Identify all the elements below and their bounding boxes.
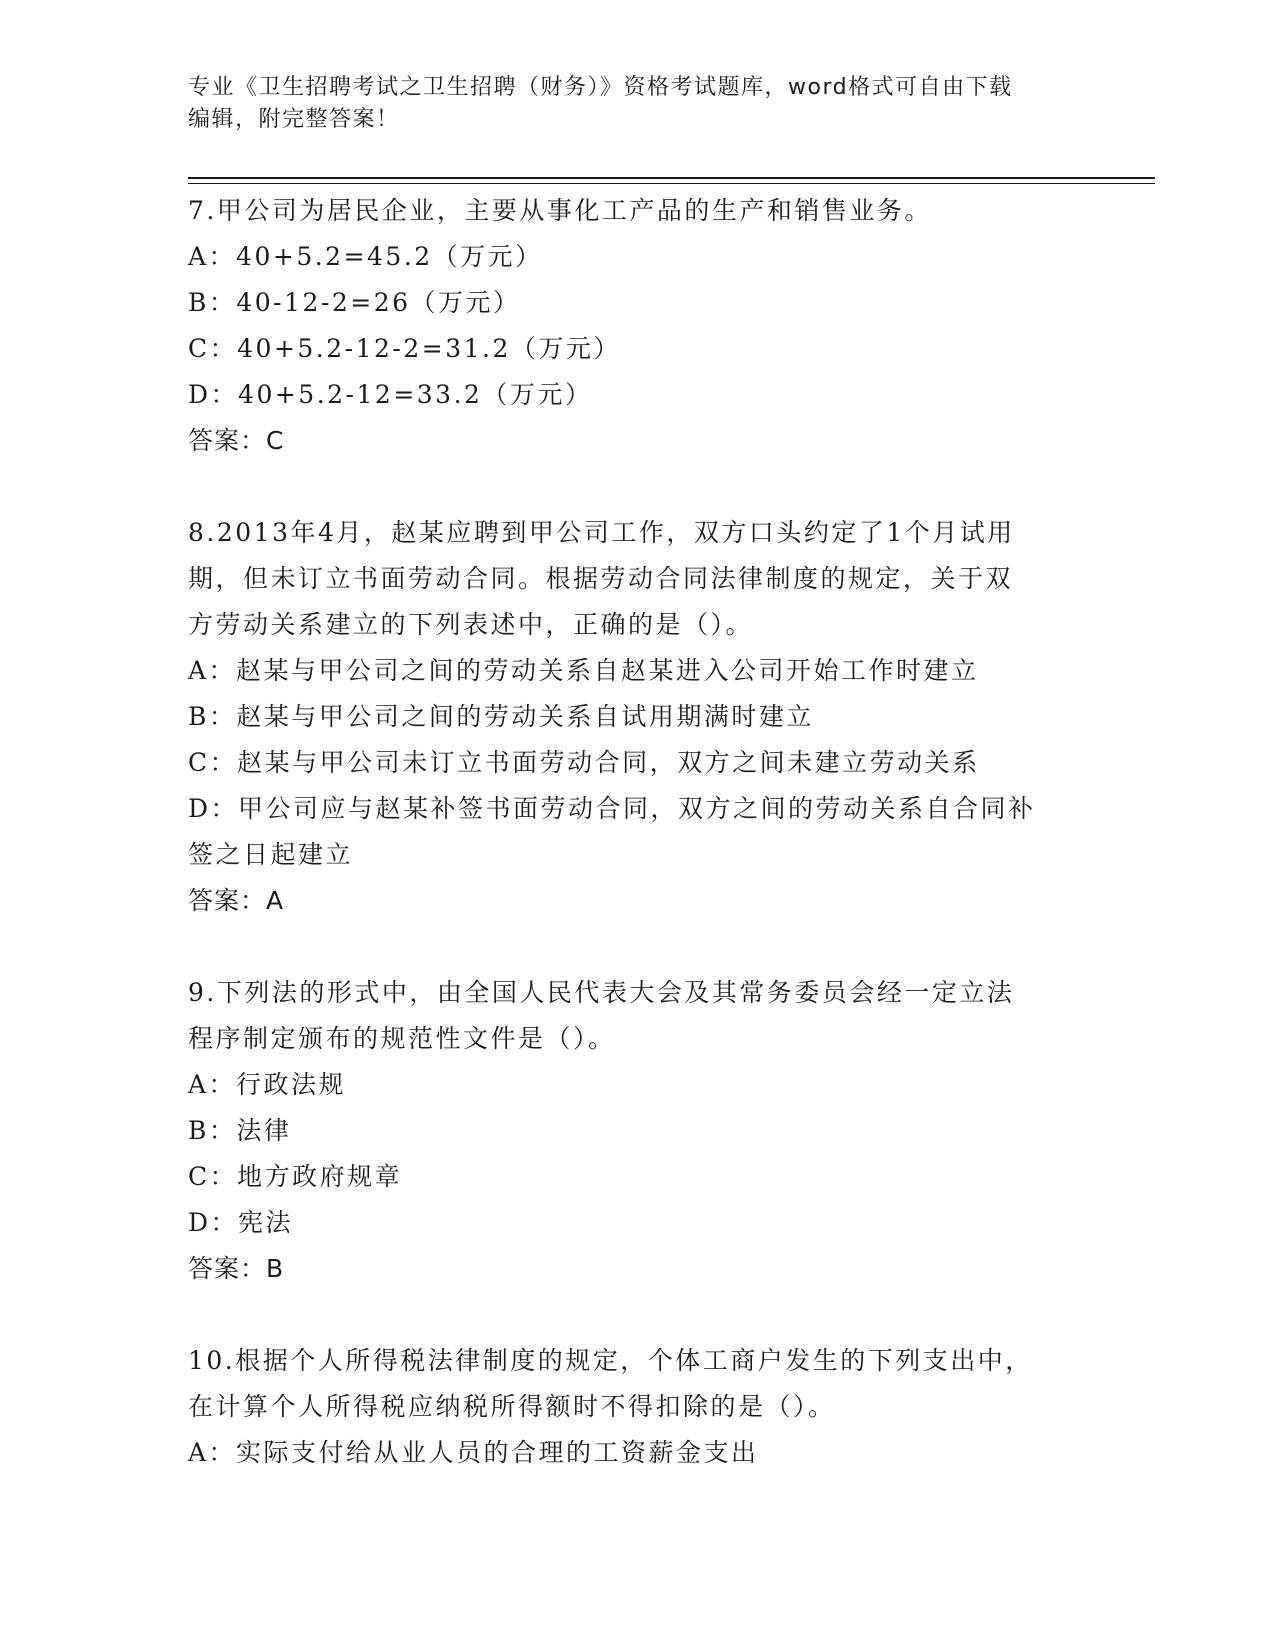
answer-option: A：赵某与甲公司之间的劳动关系自赵某进入公司开始工作时建立	[188, 656, 979, 685]
correct-answer: 答案：C	[188, 426, 285, 455]
answer-option: C：地方政府规章	[188, 1162, 403, 1191]
answer-option: D：40+5.2-12=33.2（万元）	[188, 380, 593, 409]
answer-option: A：40+5.2=45.2（万元）	[188, 242, 543, 271]
question-stem: 期，但未订立书面劳动合同。根据劳动合同法律制度的规定，关于双	[188, 564, 1014, 593]
question-stem: 方劳动关系建立的下列表述中，正确的是（）。	[188, 610, 754, 639]
answer-option: B：赵某与甲公司之间的劳动关系自试用期满时建立	[188, 702, 814, 731]
question-stem: 10.根据个人所得税法律制度的规定，个体工商户发生的下列支出中，	[188, 1346, 1033, 1375]
answer-option: D：甲公司应与赵某补签书面劳动合同，双方之间的劳动关系自合同补	[188, 794, 1036, 823]
question-block	[188, 1338, 1088, 1476]
answer-option: A：实际支付给从业人员的合理的工资薪金支出	[188, 1438, 759, 1467]
correct-answer: 答案：A	[188, 886, 285, 915]
answer-option: 签之日起建立	[188, 840, 354, 869]
correct-answer: 答案：B	[188, 1254, 285, 1283]
answer-option: C：40+5.2-12-2=31.2（万元）	[188, 334, 621, 363]
header-divider	[188, 177, 1155, 179]
question-spacer	[188, 924, 1088, 970]
question-list	[188, 188, 1088, 1476]
question-block	[188, 970, 1088, 1292]
question-spacer	[188, 464, 1088, 510]
question-stem: 7.甲公司为居民企业，主要从事化工产品的生产和销售业务。	[188, 196, 932, 225]
question-block	[188, 188, 1088, 464]
question-stem: 9.下列法的形式中，由全国人民代表大会及其常务委员会经一定立法	[188, 978, 1015, 1007]
answer-option: B：法律	[188, 1116, 292, 1145]
header-divider-thin	[188, 183, 1155, 184]
question-stem: 8.2013年4月，赵某应聘到甲公司工作，双方口头约定了1个月试用	[188, 518, 1015, 547]
question-block	[188, 510, 1088, 924]
question-stem: 程序制定颁布的规范性文件是（）。	[188, 1024, 616, 1053]
answer-option: D：宪法	[188, 1208, 294, 1237]
question-stem: 在计算个人所得税应纳税所得额时不得扣除的是（）。	[188, 1392, 836, 1421]
answer-option: B：40-12-2=26（万元）	[188, 288, 521, 317]
answer-option: C：赵某与甲公司未订立书面劳动合同，双方之间未建立劳动关系	[188, 748, 980, 777]
header-line-2: 编辑，附完整答案！	[188, 107, 400, 132]
answer-option: A：行政法规	[188, 1070, 347, 1099]
question-spacer	[188, 1292, 1088, 1338]
document-header	[188, 72, 1088, 136]
header-line-1: 专业《卫生招聘考试之卫生招聘（财务）》资格考试题库，word格式可自由下载	[188, 75, 1013, 100]
